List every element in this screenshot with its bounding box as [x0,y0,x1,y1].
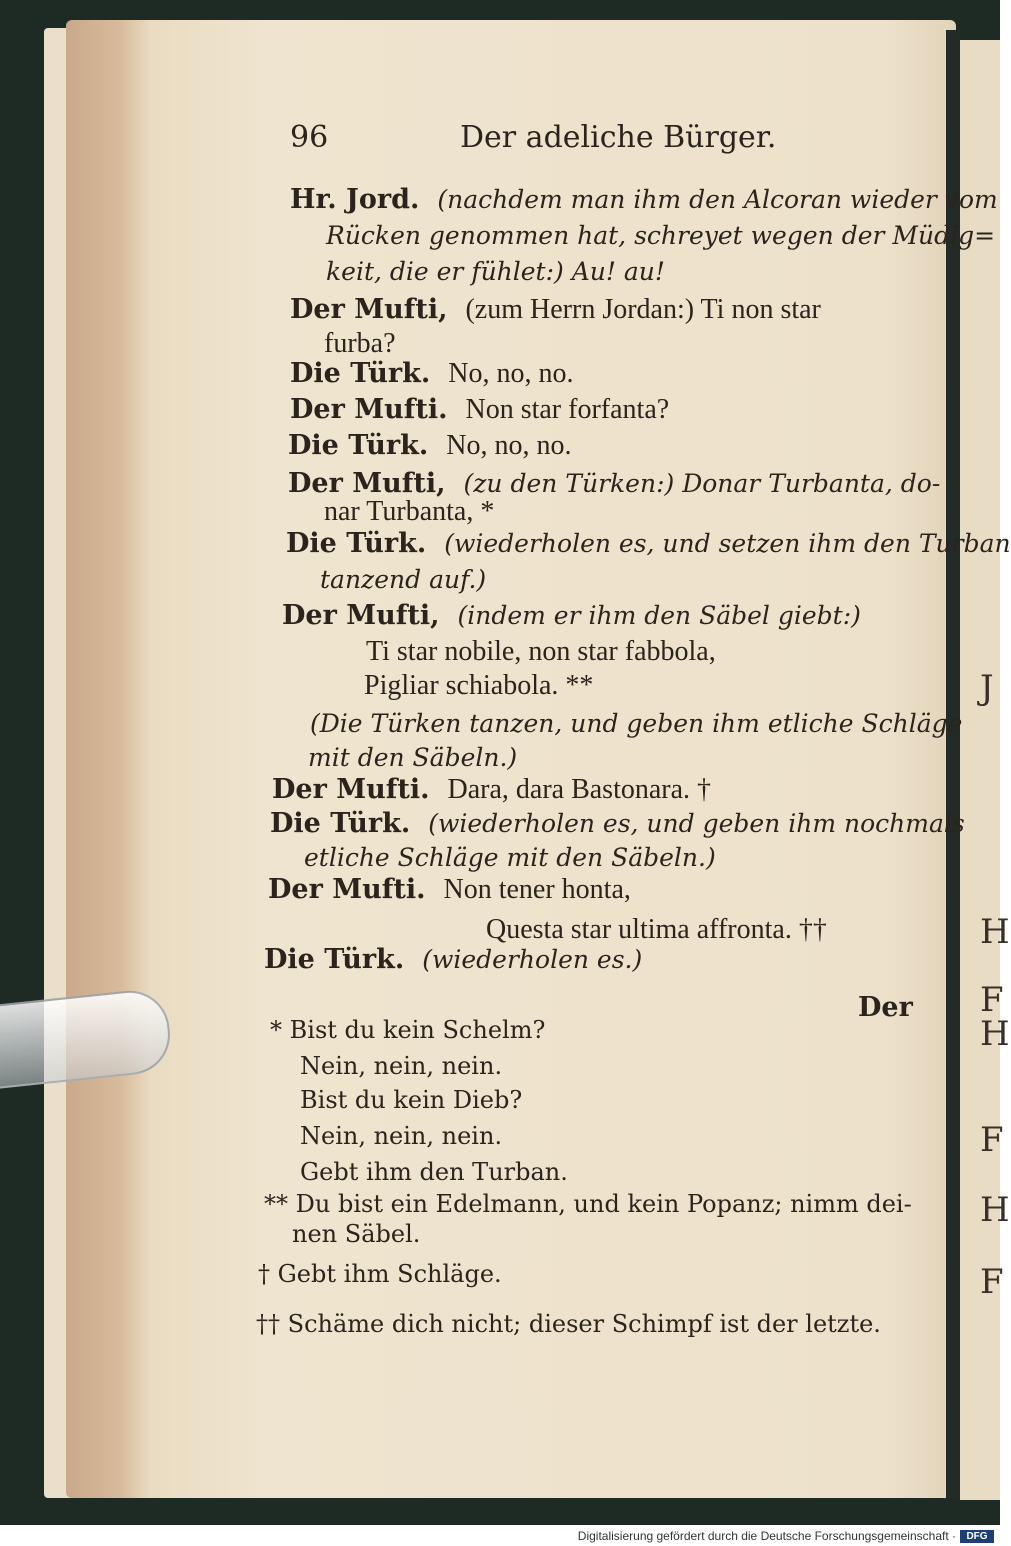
dialogue-line: etliche Schläge mit den Säbeln.) [304,843,716,872]
speaker-name: Die Türk. [286,528,427,559]
next-page-glyph: F [980,980,1004,1020]
speaker-name: Der Mufti. [272,774,430,805]
speaker-name: Der Mufti, [282,600,440,631]
dialogue-line: mit den Säbeln.) [308,743,518,772]
dfg-logo: DFG [960,1530,994,1543]
line-text: (wiederholen es, und geben ihm nochmals [428,809,965,838]
line-text: (nachdem man ihm den Alcoran wieder vom [437,185,998,214]
footnote-line: Nein, nein, nein. [300,1052,503,1080]
dialogue-line [270,806,965,842]
line-text: (wiederholen es.) [422,945,643,974]
dialogue-line [290,356,573,392]
next-page-glyph: F [980,1262,1004,1302]
footnote-line: * Bist du kein Schelm? [270,1016,546,1044]
speaker-name: Der Mufti, [288,468,446,499]
speaker-name: Die Türk. [264,944,405,975]
line-text: keit, die er fühlet:) Au! au! [326,257,665,286]
line-text: Dara, dara Bastonara. † [447,774,712,805]
dialogue-line: (Die Türken tanzen, und geben ihm etliche Schläge [310,709,963,738]
next-page-glyph: H [980,1014,1010,1054]
next-page-glyph: H [980,912,1010,952]
dialogue-line [290,392,669,428]
footnote-line: Gebt ihm den Turban. [300,1158,568,1186]
dialogue-line [264,942,642,978]
footnote-line: †† Schäme dich nicht; dieser Schimpf ist der letzte. [256,1310,881,1338]
line-text: No, no, no. [446,430,572,461]
dialogue-line: Ti star nobile, non star fabbola, [366,636,716,667]
dialogue-line: tanzend auf.) [320,565,487,594]
running-title: Der adeliche Bürger. [460,120,777,155]
dialogue-line [286,526,1011,562]
line-text: Rücken genommen hat, schreyet wegen der Müdig= [326,221,996,250]
footnote-line: † Gebt ihm Schläge. [258,1260,502,1288]
speaker-name: Der Mufti, [290,294,448,325]
line-text: (zu den Türken:) Donar Turbanta, do- [463,469,941,498]
footnote-line: Bist du kein Dieb? [300,1086,523,1114]
dialogue-line [272,772,711,808]
dialogue-line [290,292,821,328]
speaker-name: Die Türk. [288,430,429,461]
dialogue-line [326,218,995,254]
dialogue-line [326,254,665,290]
next-page-glyph: J [980,668,994,708]
digitization-credit: Digitalisierung gefördert durch die Deutsche Forschungsgemeinschaft · [577,1529,956,1543]
next-page-glyph: F [980,1120,1004,1160]
speaker-name: Der Mufti. [268,874,426,905]
dialogue-line: nar Turbanta, * [324,496,495,527]
speaker-name: Hr. Jord. [290,184,420,215]
dialogue-line [282,598,861,634]
line-text: (wiederholen es, und setzen ihm den Turban [444,529,1011,558]
footnote-line: Nein, nein, nein. [300,1122,503,1150]
dialogue-line: furba? [324,328,396,359]
line-text: Non tener honta, [443,874,631,905]
dialogue-line [268,872,631,908]
speaker-name: Der Mufti. [290,394,448,425]
dialogue-line: Pigliar schiabola. ** [364,670,594,701]
dialogue-line [288,428,571,464]
footnote-line: nen Säbel. [292,1220,421,1248]
catchword: Der [858,992,913,1023]
line-text: No, no, no. [448,358,574,389]
dialogue-line: Questa star ultima affronta. †† [486,914,827,945]
line-text: (zum Herrn Jordan:) Ti non star [465,294,821,325]
line-text: Non star forfanta? [465,394,670,425]
line-text: (indem er ihm den Säbel giebt:) [457,601,861,630]
dialogue-line [290,182,998,218]
footnote-line: ** Du bist ein Edelmann, und kein Popanz; nimm dei- [264,1190,912,1218]
page-number: 96 [290,120,329,155]
speaker-name: Die Türk. [270,808,411,839]
next-page-glyph: H [980,1190,1010,1230]
speaker-name: Die Türk. [290,358,431,389]
